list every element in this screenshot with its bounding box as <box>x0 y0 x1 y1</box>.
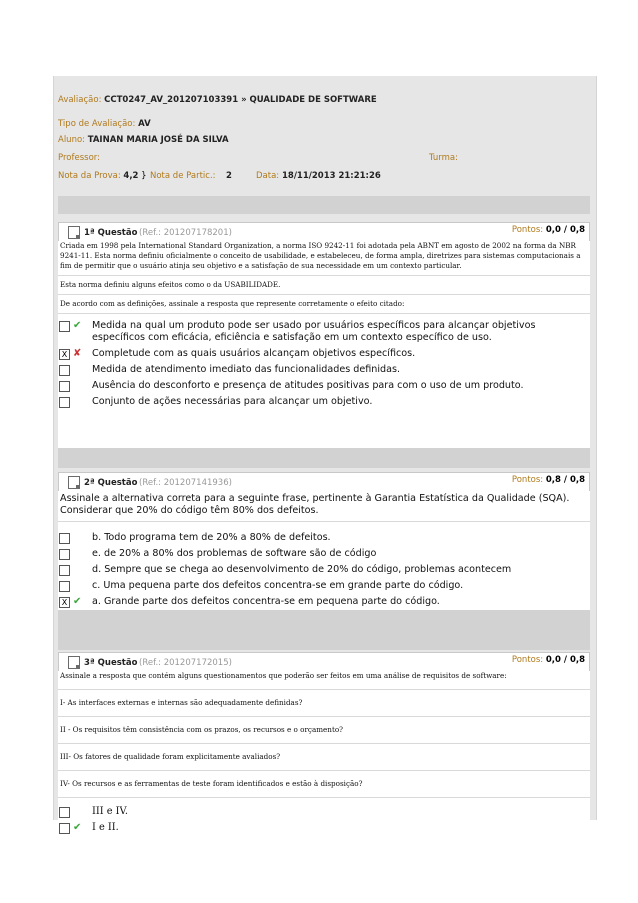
question-1-header <box>58 222 590 241</box>
question-ref: (Ref.: 201207178201) <box>139 228 232 238</box>
check-icon: ✔ <box>73 822 82 833</box>
option-item[interactable] <box>58 348 590 360</box>
option-item[interactable] <box>58 806 590 818</box>
question-3-header <box>58 652 590 671</box>
option-item[interactable] <box>58 564 590 576</box>
question-ref: (Ref.: 201207172015) <box>139 658 232 668</box>
question-3 <box>58 652 590 833</box>
check-icon: ✔ <box>73 320 82 331</box>
option-item[interactable] <box>58 822 590 834</box>
option-item[interactable] <box>58 532 590 544</box>
answer-checkbox[interactable] <box>59 549 70 560</box>
question-1 <box>58 222 590 448</box>
answer-checkbox[interactable] <box>59 807 70 818</box>
avaliacao-label: Avaliação: <box>58 95 102 105</box>
option-text: Conjunto de ações necessárias para alcançar um objetivo. <box>92 396 373 407</box>
option-text: III e IV. <box>92 806 128 817</box>
points-label: Pontos: <box>511 225 544 235</box>
option-item[interactable] <box>58 548 590 560</box>
question-title: 2ª Questão <box>84 478 138 488</box>
points-label: Pontos: <box>511 655 544 665</box>
data-label: Data: <box>256 171 280 181</box>
answer-checkbox[interactable] <box>59 581 70 592</box>
divider <box>58 716 590 717</box>
option-text: d. Sempre que se chega ao desenvolvimento de 20% do código, problemas acontecem <box>92 564 512 575</box>
options-list <box>58 320 590 408</box>
question-text: IV- Os recursos e as ferramentas de teste foram identificados e estão à disposição? <box>60 779 363 788</box>
option-item[interactable] <box>58 380 590 392</box>
question-text: I- As interfaces externas e internas são adequadamente definidas? <box>60 698 303 707</box>
question-points <box>512 225 585 235</box>
option-item[interactable] <box>58 364 590 376</box>
nota-partic-label: Nota de Partic.: <box>150 171 216 181</box>
question-2 <box>58 472 590 610</box>
header-notas: Nota da Prova: 4,2 Nota de Partic.: 2 Data: 18/11/2013 21:21:26 } <box>58 171 381 181</box>
document-icon <box>68 476 80 489</box>
option-text: e. de 20% a 80% dos problemas de software são de código <box>92 548 377 559</box>
header-avaliacao <box>58 94 590 106</box>
option-text: Ausência do desconforto e presença de atitudes positivas para com o uso de um produto. <box>92 380 524 391</box>
document-icon <box>68 226 80 239</box>
option-text: Medida de atendimento imediato das funcionalidades definidas. <box>92 364 401 375</box>
section-separator <box>58 610 590 650</box>
points-label: Pontos: <box>511 475 544 485</box>
check-icon: ✔ <box>73 596 82 607</box>
question-title: 3ª Questão <box>84 658 138 668</box>
question-text: Assinale a alternativa correta para a seguinte frase, pertinente à Garantia Estatística da Qualidade (SQA). Considerar que 20% do código têm 80% dos defeitos. <box>60 493 570 516</box>
section-separator <box>58 196 590 214</box>
question-text: III- Os fatores de qualidade foram explicitamente avaliados? <box>60 752 281 761</box>
divider <box>58 770 590 771</box>
divider <box>58 275 590 276</box>
answer-checkbox[interactable]: X <box>59 349 70 360</box>
answer-checkbox[interactable] <box>59 321 70 332</box>
header-professor <box>58 152 590 164</box>
nota-prova-label: Nota da Prova: <box>58 171 121 181</box>
question-points <box>512 475 585 485</box>
tipo-value: AV <box>138 119 151 129</box>
option-item[interactable] <box>58 396 590 408</box>
option-item[interactable] <box>58 580 590 592</box>
option-item[interactable] <box>58 320 590 344</box>
points-value: 0,0 / 0,8 <box>545 225 585 235</box>
divider <box>58 743 590 744</box>
tipo-label: Tipo de Avaliação: <box>58 119 136 129</box>
evaluation-frame <box>53 76 597 833</box>
divider <box>58 797 590 798</box>
question-title: 1ª Questão <box>84 228 138 238</box>
nota-partic-value: 2 <box>226 171 232 181</box>
option-text: a. Grande parte dos defeitos concentra-se em pequena parte do código. <box>92 596 440 607</box>
cross-icon: ✘ <box>73 348 82 359</box>
question-text: II - Os requisitos têm consistência com os prazos, os recursos e o orçamento? <box>60 725 344 734</box>
option-text: Medida na qual um produto pode ser usado por usuários específicos para alcançar objetivos específicos com eficácia, eficiência e satisfação em um contexto específico de uso. <box>92 320 536 343</box>
answer-checkbox[interactable] <box>59 381 70 392</box>
options-list <box>58 532 590 608</box>
data-value: 18/11/2013 21:21:26 <box>282 171 381 181</box>
answer-checkbox[interactable] <box>59 533 70 544</box>
question-2-header <box>58 472 590 491</box>
question-text: Esta norma definiu alguns efeitos como o da USABILIDADE. <box>60 280 281 289</box>
aluno-label: Aluno: <box>58 135 86 145</box>
answer-checkbox[interactable]: X <box>59 597 70 608</box>
question-text: De acordo com as definições, assinale a resposta que represente corretamente o efeito citado: <box>60 299 405 308</box>
section-separator <box>58 448 590 468</box>
divider <box>58 689 590 690</box>
turma-label: Turma: <box>429 153 458 163</box>
answer-checkbox[interactable] <box>59 365 70 376</box>
divider <box>58 294 590 295</box>
divider <box>58 313 590 314</box>
points-value: 0,8 / 0,8 <box>545 475 585 485</box>
points-value: 0,0 / 0,8 <box>545 655 585 665</box>
option-item[interactable] <box>58 596 590 608</box>
option-text: Completude com as quais usuários alcançam objetivos específicos. <box>92 348 416 359</box>
question-text: Assinale a resposta que contém alguns questionamentos que poderão ser feitos em uma análise de requisitos de software: <box>60 671 507 680</box>
answer-checkbox[interactable] <box>59 565 70 576</box>
option-text: c. Uma pequena parte dos defeitos concentra-se em grande parte do código. <box>92 580 464 591</box>
avaliacao-value: CCT0247_AV_201207103391 » QUALIDADE DE SOFTWARE <box>104 95 377 105</box>
aluno-value: TAINAN MARIA JOSÉ DA SILVA <box>87 135 229 145</box>
option-text: I e II. <box>92 822 119 833</box>
question-ref: (Ref.: 201207141936) <box>139 478 232 488</box>
header-tipo <box>58 118 590 130</box>
document-icon <box>68 656 80 669</box>
header-aluno <box>58 134 590 146</box>
nota-prova-value: 4,2 <box>123 171 139 181</box>
answer-checkbox[interactable] <box>59 397 70 408</box>
question-text: Criada em 1998 pela International Standard Organization, a norma ISO 9242-11 foi adotada pela ABNT em agosto de 2002 na forma da NBR 9241-11. Esta norma definiu oficialmente o conceito de usabilidade, e estabeleceu, de forma ampla, diretrizes para sistemas computacionais a fim de permitir que o usuário atinja seu objetivo e a satisfação de sua necessidade em um contexto particular. <box>60 241 581 270</box>
options-list <box>58 806 590 834</box>
option-text: b. Todo programa tem de 20% a 80% de defeitos. <box>92 532 331 543</box>
professor-label: Professor: <box>58 153 100 163</box>
divider <box>58 521 590 522</box>
answer-checkbox[interactable] <box>59 823 70 834</box>
question-points <box>512 655 585 665</box>
